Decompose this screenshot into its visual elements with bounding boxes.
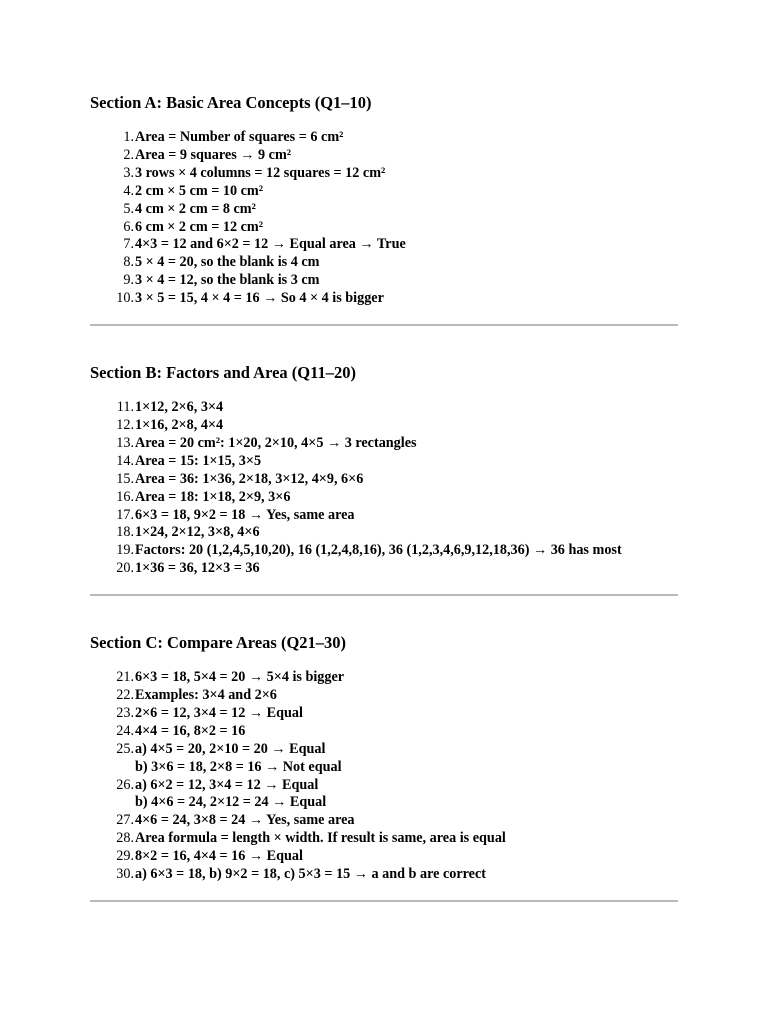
answer-item xyxy=(90,147,678,165)
answer-text xyxy=(135,183,263,201)
answer-item xyxy=(90,201,678,219)
answer-text xyxy=(135,723,245,741)
question-number: 6. xyxy=(123,218,134,235)
question-number: 18. xyxy=(116,524,134,541)
answer-list xyxy=(90,129,678,308)
question-number: 2. xyxy=(123,146,134,163)
question-number: 12. xyxy=(116,416,134,433)
question-number: 27. xyxy=(116,812,134,829)
section-divider xyxy=(90,900,678,902)
answer-line: 1×36 = 36, 12×3 = 36 xyxy=(135,560,260,577)
question-number: 29. xyxy=(116,848,134,865)
answer-item xyxy=(90,777,678,813)
answer-item xyxy=(90,471,678,489)
section-a xyxy=(90,92,678,326)
question-number: 14. xyxy=(116,452,134,469)
question-number: 26. xyxy=(116,776,134,793)
answer-item xyxy=(90,687,678,705)
answer-item xyxy=(90,723,678,741)
answer-item xyxy=(90,830,678,848)
answer-item xyxy=(90,507,678,525)
answer-key-document xyxy=(90,92,678,938)
answer-line: 4×3 = 12 and 6×2 = 12 → Equal area → True xyxy=(135,236,406,253)
answer-line: 4×6 = 24, 3×8 = 24 → Yes, same area xyxy=(135,812,355,829)
answer-item xyxy=(90,741,678,777)
answer-item xyxy=(90,560,678,578)
answer-line: Area = Number of squares = 6 cm² xyxy=(135,129,344,145)
answer-text xyxy=(135,777,326,813)
section-c xyxy=(90,632,678,902)
answer-line: a) 4×5 = 20, 2×10 = 20 → Equal xyxy=(135,740,326,757)
answer-text xyxy=(135,848,303,866)
answer-list xyxy=(90,399,678,578)
question-number: 3. xyxy=(123,164,134,181)
question-number: 10. xyxy=(116,290,134,307)
answer-item xyxy=(90,866,678,884)
answer-item xyxy=(90,669,678,687)
section-b xyxy=(90,362,678,596)
answer-text xyxy=(135,236,406,254)
question-number: 22. xyxy=(116,687,134,704)
answer-text xyxy=(135,219,263,237)
question-number: 25. xyxy=(116,740,134,757)
section-title: Section C: Compare Areas (Q21–30) xyxy=(90,633,347,653)
answer-item xyxy=(90,219,678,237)
answer-item xyxy=(90,165,678,183)
answer-list xyxy=(90,669,678,884)
answer-text xyxy=(135,542,622,560)
question-number: 13. xyxy=(116,434,134,451)
question-number: 9. xyxy=(123,272,134,289)
answer-text xyxy=(135,669,344,687)
answer-line: 5 × 4 = 20, so the blank is 4 cm xyxy=(135,254,320,271)
question-number: 17. xyxy=(116,506,134,523)
answer-item xyxy=(90,183,678,201)
answer-line: 4×4 = 16, 8×2 = 16 xyxy=(135,722,246,739)
answer-item xyxy=(90,254,678,272)
question-number: 8. xyxy=(123,254,134,271)
answer-text xyxy=(135,830,506,848)
answer-item xyxy=(90,290,678,308)
answer-text xyxy=(135,165,385,183)
answer-text xyxy=(135,453,261,471)
answer-line: 3 × 4 = 12, so the blank is 3 cm xyxy=(135,272,320,289)
answer-text xyxy=(135,560,260,578)
answer-line: Area = 36: 1×36, 2×18, 3×12, 4×9, 6×6 xyxy=(135,470,364,487)
answer-text xyxy=(135,741,342,777)
answer-item xyxy=(90,435,678,453)
answer-item xyxy=(90,272,678,290)
question-number: 23. xyxy=(116,704,134,721)
answer-text xyxy=(135,290,384,308)
question-number: 11. xyxy=(116,399,134,416)
answer-line: 4 cm × 2 cm = 8 cm² xyxy=(135,200,256,217)
answer-line: 2×6 = 12, 3×4 = 12 → Equal xyxy=(135,704,303,721)
answer-line: a) 6×2 = 12, 3×4 = 12 → Equal xyxy=(135,776,319,793)
answer-line: Area = 9 squares → 9 cm² xyxy=(135,146,292,163)
question-number: 19. xyxy=(116,542,134,559)
section-title: Section B: Factors and Area (Q11–20) xyxy=(90,363,356,383)
answer-line: 8×2 = 16, 4×4 = 16 → Equal xyxy=(135,848,303,865)
answer-text xyxy=(135,435,417,453)
answer-line: Area = 15: 1×15, 3×5 xyxy=(135,452,262,469)
answer-item xyxy=(90,399,678,417)
section-title: Section A: Basic Area Concepts (Q1–10) xyxy=(90,93,372,112)
answer-text xyxy=(135,705,303,723)
answer-item xyxy=(90,524,678,542)
answer-line: 3 rows × 4 columns = 12 squares = 12 cm² xyxy=(135,164,386,181)
answer-item xyxy=(90,453,678,471)
answer-line: Examples: 3×4 and 2×6 xyxy=(135,687,277,704)
answer-text xyxy=(135,524,260,542)
answer-text xyxy=(135,254,319,272)
answer-item xyxy=(90,236,678,254)
answer-line: Factors: 20 (1,2,4,5,10,20), 16 (1,2,4,8,16), 36 (1,2,3,4,6,9,12,18,36) → 36 has most xyxy=(135,542,622,559)
answer-item xyxy=(90,542,678,560)
answer-text xyxy=(135,489,290,507)
question-number: 5. xyxy=(123,200,134,217)
answer-text xyxy=(135,417,223,435)
answer-line: 6 cm × 2 cm = 12 cm² xyxy=(135,218,263,235)
section-divider xyxy=(90,324,678,326)
answer-line: 1×12, 2×6, 3×4 xyxy=(135,399,224,416)
question-number: 20. xyxy=(116,560,134,577)
question-number: 4. xyxy=(123,182,134,199)
question-number: 15. xyxy=(116,470,134,487)
answer-line: b) 3×6 = 18, 2×8 = 16 → Not equal xyxy=(135,758,342,775)
question-number: 30. xyxy=(116,866,134,883)
question-number: 28. xyxy=(116,830,134,847)
answer-item xyxy=(90,812,678,830)
answer-text xyxy=(135,866,486,884)
answer-line: b) 4×6 = 24, 2×12 = 24 → Equal xyxy=(135,794,327,811)
question-number: 1. xyxy=(123,129,134,145)
answer-line: Area = 20 cm²: 1×20, 2×10, 4×5 → 3 rectangles xyxy=(135,434,417,451)
answer-text xyxy=(135,201,256,219)
answer-item xyxy=(90,129,678,147)
answer-line: 6×3 = 18, 5×4 = 20 → 5×4 is bigger xyxy=(135,669,345,686)
question-number: 21. xyxy=(116,669,134,686)
answer-item xyxy=(90,489,678,507)
question-number: 16. xyxy=(116,488,134,505)
question-number: 24. xyxy=(116,722,134,739)
answer-line: 2 cm × 5 cm = 10 cm² xyxy=(135,182,263,199)
answer-text xyxy=(135,812,355,830)
answer-item xyxy=(90,705,678,723)
answer-text xyxy=(135,507,355,525)
answer-item xyxy=(90,417,678,435)
answer-line: 3 × 5 = 15, 4 × 4 = 16 → So 4 × 4 is bigger xyxy=(135,290,384,307)
answer-line: 1×24, 2×12, 3×8, 4×6 xyxy=(135,524,260,541)
answer-text xyxy=(135,399,223,417)
answer-line: Area formula = length × width. If result is same, area is equal xyxy=(135,830,506,847)
answer-text xyxy=(135,129,343,147)
answer-line: a) 6×3 = 18, b) 9×2 = 18, c) 5×3 = 15 → a and b are correct xyxy=(135,866,487,883)
answer-line: 6×3 = 18, 9×2 = 18 → Yes, same area xyxy=(135,506,355,523)
answer-line: Area = 18: 1×18, 2×9, 3×6 xyxy=(135,488,291,505)
section-divider xyxy=(90,594,678,596)
answer-text xyxy=(135,147,291,165)
answer-text xyxy=(135,272,319,290)
answer-item xyxy=(90,848,678,866)
answer-text xyxy=(135,471,363,489)
answer-line: 1×16, 2×8, 4×4 xyxy=(135,416,224,433)
question-number: 7. xyxy=(123,236,134,253)
answer-text xyxy=(135,687,277,705)
